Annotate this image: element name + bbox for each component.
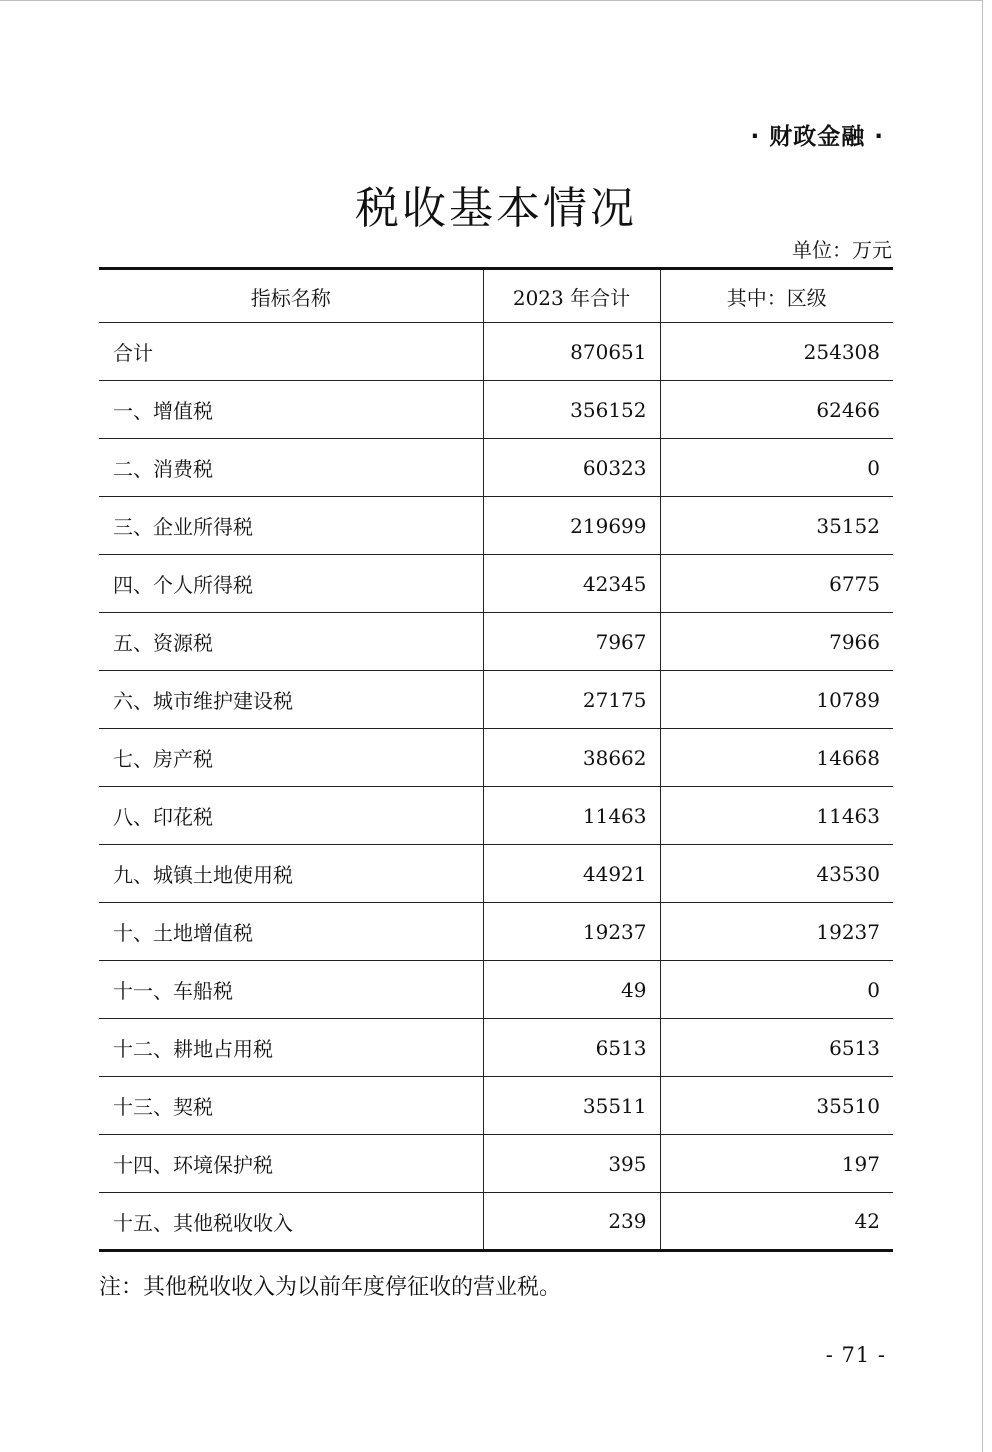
row-total-cell: 27175 [483,671,660,729]
row-total-cell: 395 [483,1135,660,1193]
table-row [99,613,893,671]
row-total-cell: 49 [483,961,660,1019]
column-header-district: 其中：区级 [660,269,893,323]
table-row [99,381,893,439]
tax-table [99,267,893,1252]
row-name-cell: 二、消费税 [99,439,483,497]
row-district-cell: 7966 [660,613,893,671]
row-total-cell: 19237 [483,903,660,961]
footnote: 注：其他税收收入为以前年度停征收的营业税。 [99,1275,562,1300]
table-row [99,497,893,555]
row-name-cell: 三、企业所得税 [99,497,483,555]
row-district-cell: 11463 [660,787,893,845]
row-total-cell: 6513 [483,1019,660,1077]
row-district-cell: 19237 [660,903,893,961]
table-row [99,555,893,613]
page-top-border [0,0,982,1]
row-name-cell: 五、资源税 [99,613,483,671]
row-total-cell: 38662 [483,729,660,787]
table-row [99,1077,893,1135]
row-name-cell: 合计 [99,323,483,381]
row-total-cell: 35511 [483,1077,660,1135]
row-district-cell: 62466 [660,381,893,439]
table-row [99,903,893,961]
row-name-cell: 六、城市维护建设税 [99,671,483,729]
row-total-cell: 7967 [483,613,660,671]
table-row [99,1193,893,1251]
row-district-cell: 197 [660,1135,893,1193]
column-header-name: 指标名称 [99,269,483,323]
row-district-cell: 42 [660,1193,893,1251]
row-district-cell: 35152 [660,497,893,555]
row-name-cell: 十三、契税 [99,1077,483,1135]
table-header-row [99,269,893,323]
row-district-cell: 43530 [660,845,893,903]
table-row [99,1135,893,1193]
row-name-cell: 十二、耕地占用税 [99,1019,483,1077]
row-name-cell: 十五、其他税收收入 [99,1193,483,1251]
row-total-cell: 356152 [483,381,660,439]
row-total-cell: 239 [483,1193,660,1251]
row-district-cell: 6513 [660,1019,893,1077]
row-district-cell: 0 [660,439,893,497]
row-name-cell: 四、个人所得税 [99,555,483,613]
row-district-cell: 254308 [660,323,893,381]
row-district-cell: 6775 [660,555,893,613]
row-district-cell: 10789 [660,671,893,729]
column-header-total: 2023 年合计 [483,269,660,323]
row-total-cell: 219699 [483,497,660,555]
table-row [99,845,893,903]
page-title: 税收基本情况 [355,183,637,234]
table-row [99,323,893,381]
row-name-cell: 八、印花税 [99,787,483,845]
table-body [99,323,893,1251]
row-district-cell: 35510 [660,1077,893,1135]
page-number: - 71 - [825,1343,886,1367]
row-name-cell: 十一、车船税 [99,961,483,1019]
row-total-cell: 42345 [483,555,660,613]
unit-label: 单位：万元 [792,238,892,262]
row-district-cell: 14668 [660,729,893,787]
table-row [99,671,893,729]
row-total-cell: 870651 [483,323,660,381]
table-row [99,439,893,497]
row-total-cell: 60323 [483,439,660,497]
row-name-cell: 九、城镇土地使用税 [99,845,483,903]
row-district-cell: 0 [660,961,893,1019]
section-header: · 财政金融 · [750,124,884,150]
table-row [99,729,893,787]
row-name-cell: 七、房产税 [99,729,483,787]
row-name-cell: 十、土地增值税 [99,903,483,961]
row-total-cell: 11463 [483,787,660,845]
row-total-cell: 44921 [483,845,660,903]
table-row [99,787,893,845]
row-name-cell: 十四、环境保护税 [99,1135,483,1193]
table-row [99,1019,893,1077]
row-name-cell: 一、增值税 [99,381,483,439]
table-row [99,961,893,1019]
